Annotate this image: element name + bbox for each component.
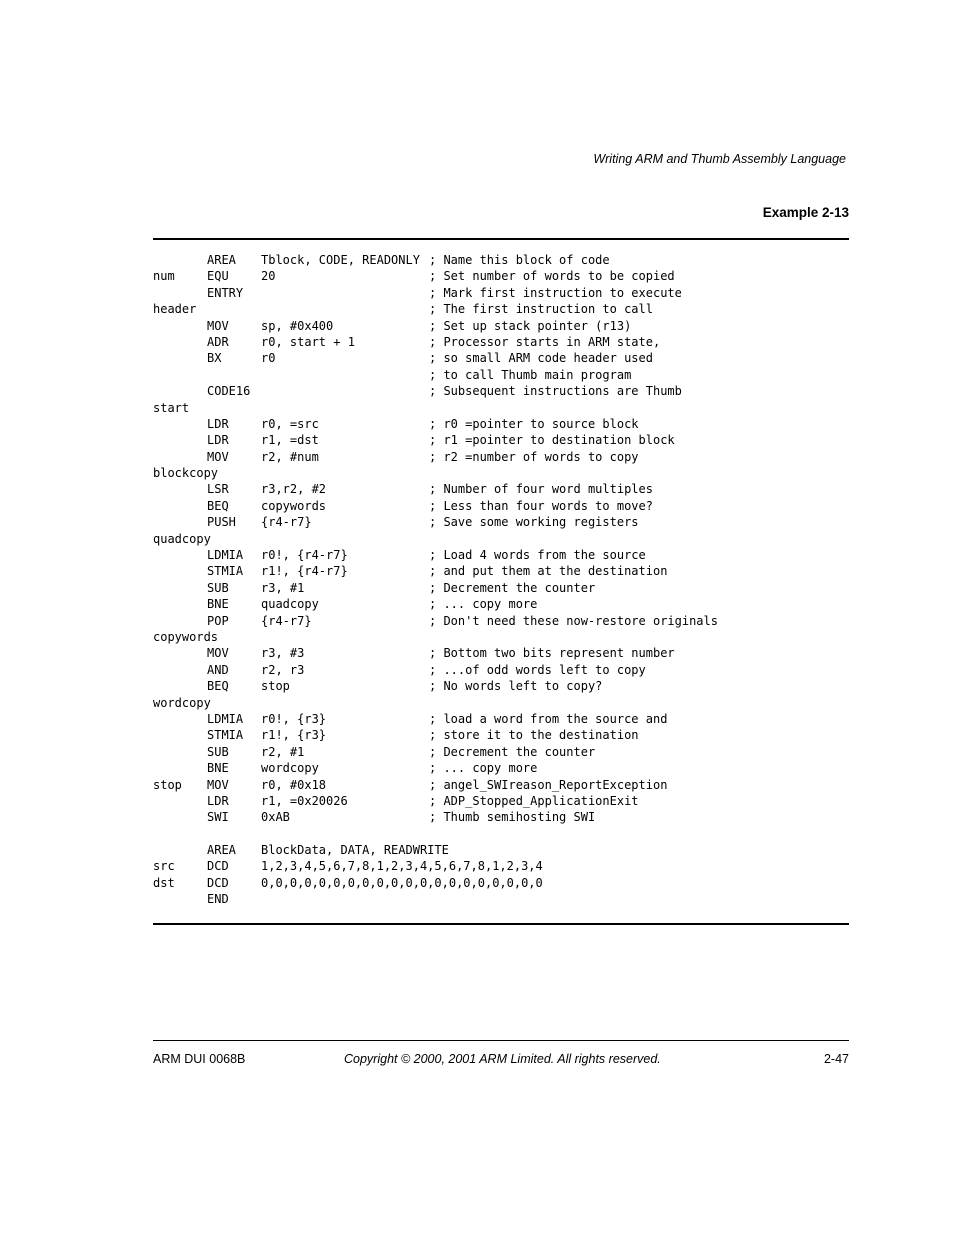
code-line (153, 432, 849, 448)
code-comment: ; Bottom two bits represent number (429, 646, 675, 661)
code-comment: ; Don't need these now-restore originals (429, 613, 718, 628)
code-mnemonic: SWI (207, 810, 229, 825)
footer-doc-id: ARM DUI 0068B (153, 1052, 246, 1066)
code-comment: ; to call Thumb main program (429, 367, 632, 382)
footer-page-number: 2-47 (823, 1052, 849, 1066)
code-comment: ; Mark first instruction to execute (429, 285, 682, 300)
code-operands: r3, #3 (261, 646, 305, 661)
code-line (153, 711, 849, 727)
code-comment: ; angel_SWIreason_ReportException (429, 777, 668, 792)
code-comment: ; ADP_Stopped_ApplicationExit (429, 793, 639, 808)
code-line (153, 580, 849, 596)
code-operands: r3,r2, #2 (261, 482, 327, 497)
code-line (153, 629, 849, 645)
code-mnemonic: POP (207, 613, 229, 628)
code-comment: ; ... copy more (429, 597, 538, 612)
code-label: quadcopy (153, 531, 211, 546)
running-header: Writing ARM and Thumb Assembly Language (593, 152, 846, 166)
code-line (153, 547, 849, 563)
code-line (153, 891, 849, 907)
code-mnemonic: DCD (207, 859, 229, 874)
code-line (153, 531, 849, 547)
code-line (153, 826, 849, 842)
code-line (153, 858, 849, 874)
code-line (153, 416, 849, 432)
code-comment: ; load a word from the source and (429, 711, 668, 726)
code-mnemonic: MOV (207, 646, 229, 661)
code-mnemonic: ADR (207, 334, 229, 349)
footer-rule (153, 1040, 849, 1041)
code-label: copywords (153, 629, 219, 644)
code-operands: {r4-r7} (261, 613, 312, 628)
code-comment: ; so small ARM code header used (429, 351, 653, 366)
code-line (153, 727, 849, 743)
code-comment: ; ...of odd words left to copy (429, 662, 646, 677)
code-mnemonic: AREA (207, 843, 236, 858)
bottom-rule (153, 923, 849, 925)
code-operands: 1,2,3,4,5,6,7,8,1,2,3,4,5,6,7,8,1,2,3,4 (261, 859, 543, 874)
code-line (153, 563, 849, 579)
code-label: blockcopy (153, 466, 219, 481)
code-line (153, 481, 849, 497)
code-comment: ; r1 =pointer to destination block (429, 433, 675, 448)
code-mnemonic: MOV (207, 777, 229, 792)
code-operands: wordcopy (261, 761, 319, 776)
code-comment: ; Decrement the counter (429, 580, 596, 595)
code-line (153, 662, 849, 678)
code-operands: copywords (261, 498, 327, 513)
code-operands: r0!, {r4-r7} (261, 548, 348, 563)
code-operands: r0, start + 1 (261, 334, 355, 349)
code-mnemonic: BX (207, 351, 222, 366)
footer-copyright: Copyright © 2000, 2001 ARM Limited. All rights reserved. (344, 1052, 661, 1066)
code-operands: r2, #1 (261, 744, 305, 759)
code-comment: ; Decrement the counter (429, 744, 596, 759)
code-mnemonic: END (207, 892, 229, 907)
code-line (153, 449, 849, 465)
code-mnemonic: LDMIA (207, 711, 244, 726)
code-comment: ; Load 4 words from the source (429, 548, 646, 563)
code-mnemonic: MOV (207, 449, 229, 464)
code-line (153, 318, 849, 334)
code-line (153, 252, 849, 268)
code-mnemonic: STMIA (207, 728, 244, 743)
code-mnemonic: STMIA (207, 564, 244, 579)
code-line (153, 744, 849, 760)
code-line (153, 695, 849, 711)
code-mnemonic: BEQ (207, 679, 229, 694)
code-comment: ; Set up stack pointer (r13) (429, 318, 632, 333)
code-operands: r3, #1 (261, 580, 305, 595)
code-line (153, 760, 849, 776)
code-operands: r0, #0x18 (261, 777, 327, 792)
code-line (153, 383, 849, 399)
code-line (153, 678, 849, 694)
code-operands: r0, =src (261, 416, 319, 431)
code-comment: ; store it to the destination (429, 728, 639, 743)
code-line (153, 367, 849, 383)
code-comment: ; Thumb semihosting SWI (429, 810, 596, 825)
code-line (153, 268, 849, 284)
code-mnemonic: ENTRY (207, 285, 244, 300)
code-line (153, 793, 849, 809)
code-label: stop (153, 777, 182, 792)
code-mnemonic: LDR (207, 433, 229, 448)
code-mnemonic: AND (207, 662, 229, 677)
code-comment: ; Processor starts in ARM state, (429, 334, 661, 349)
code-label: dst (153, 875, 175, 890)
code-line (153, 596, 849, 612)
code-mnemonic: PUSH (207, 515, 236, 530)
code-mnemonic: BNE (207, 761, 229, 776)
code-comment: ; No words left to copy? (429, 679, 603, 694)
code-line (153, 613, 849, 629)
code-operands: r1!, {r4-r7} (261, 564, 348, 579)
code-mnemonic: BNE (207, 597, 229, 612)
code-mnemonic: DCD (207, 875, 229, 890)
code-operands: r0!, {r3} (261, 711, 327, 726)
code-operands: sp, #0x400 (261, 318, 334, 333)
code-operands: 0xAB (261, 810, 290, 825)
code-line (153, 514, 849, 530)
code-line (153, 809, 849, 825)
code-line (153, 285, 849, 301)
code-comment: ; Name this block of code (429, 253, 610, 267)
code-comment: ; Number of four word multiples (429, 482, 653, 497)
code-line (153, 842, 849, 858)
code-line (153, 645, 849, 661)
code-operands: r2, #num (261, 449, 319, 464)
code-comment: ; Less than four words to move? (429, 498, 653, 513)
code-operands: 0,0,0,0,0,0,0,0,0,0,0,0,0,0,0,0,0,0,0,0 (261, 875, 543, 890)
code-comment: ; ... copy more (429, 761, 538, 776)
code-operands: Tblock, CODE, READONLY (261, 253, 420, 267)
code-comment: ; Subsequent instructions are Thumb (429, 384, 682, 399)
code-mnemonic: LDR (207, 793, 229, 808)
code-operands: BlockData, DATA, READWRITE (261, 843, 449, 858)
code-operands: {r4-r7} (261, 515, 312, 530)
code-comment: ; r0 =pointer to source block (429, 416, 639, 431)
code-operands: r2, r3 (261, 662, 305, 677)
code-label: start (153, 400, 190, 415)
code-comment: ; r2 =number of words to copy (429, 449, 639, 464)
code-operands: stop (261, 679, 290, 694)
code-mnemonic: LDMIA (207, 548, 244, 563)
code-line (153, 777, 849, 793)
code-line (153, 465, 849, 481)
code-comment: ; and put them at the destination (429, 564, 668, 579)
code-operands: r1, =0x20026 (261, 793, 348, 808)
code-label: num (153, 269, 175, 284)
code-mnemonic: LDR (207, 416, 229, 431)
code-mnemonic: EQU (207, 269, 229, 284)
code-mnemonic: LSR (207, 482, 229, 497)
code-operands: quadcopy (261, 597, 319, 612)
code-operands: r1, =dst (261, 433, 319, 448)
code-mnemonic: SUB (207, 744, 229, 759)
code-comment: ; Set number of words to be copied (429, 269, 675, 284)
code-operands: r1!, {r3} (261, 728, 327, 743)
code-mnemonic: BEQ (207, 498, 229, 513)
code-line (153, 875, 849, 891)
code-mnemonic: AREA (207, 253, 236, 267)
code-operands: 20 (261, 269, 276, 284)
code-line (153, 350, 849, 366)
example-title: Example 2-13 (762, 205, 849, 220)
code-line (153, 334, 849, 350)
code-line (153, 400, 849, 416)
code-label: header (153, 302, 197, 317)
code-comment: ; The first instruction to call (429, 302, 653, 317)
code-mnemonic: SUB (207, 580, 229, 595)
code-label: src (153, 859, 175, 874)
code-listing (153, 252, 849, 908)
code-line (153, 301, 849, 317)
code-comment: ; Save some working registers (429, 515, 639, 530)
code-operands: r0 (261, 351, 276, 366)
code-mnemonic: CODE16 (207, 384, 251, 399)
top-rule (153, 238, 849, 240)
code-label: wordcopy (153, 695, 211, 710)
code-mnemonic: MOV (207, 318, 229, 333)
code-line (153, 498, 849, 514)
